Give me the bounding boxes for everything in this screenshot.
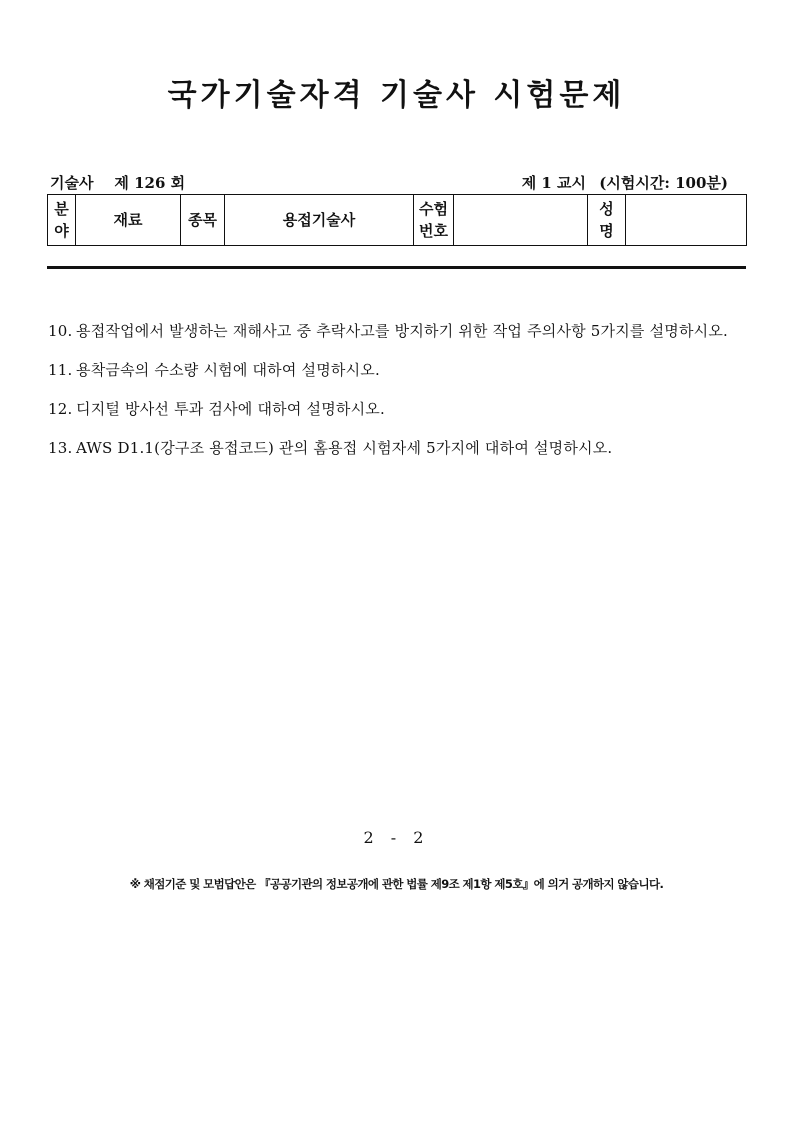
exam-session: 제 1 교시 [521, 174, 587, 192]
question-list [48, 318, 748, 474]
question-text: 용착금속의 수소량 시험에 대하여 설명하시오. [76, 361, 380, 379]
name-label-cell [588, 195, 626, 246]
exam-info-row [48, 172, 746, 192]
question-number: 12. [48, 400, 73, 418]
page-number: 2 - 2 [363, 828, 430, 847]
question-item [48, 435, 748, 462]
field-label-top: 분 [54, 200, 69, 218]
category-label-cell: 종목 [181, 195, 225, 246]
exam-no-value-cell[interactable] [454, 195, 588, 246]
question-number: 13. [48, 439, 73, 457]
exam-no-label-cell [414, 195, 454, 246]
question-text: AWS D1.1(강구조 용접코드) 관의 홈용접 시험자세 5가지에 대하여 설명하시오. [76, 439, 613, 457]
name-label-bottom: 명 [599, 222, 614, 240]
header-divider [47, 266, 746, 269]
name-label-top: 성 [599, 200, 614, 218]
name-value-cell[interactable] [626, 195, 747, 246]
exam-no-label-top: 수험 [419, 200, 448, 218]
exam-time: (시험시간: 100분) [599, 174, 728, 192]
exam-header-table [47, 194, 747, 246]
field-value-cell: 재료 [76, 195, 181, 246]
field-label-bottom: 야 [54, 222, 69, 240]
exam-info-right [514, 172, 728, 193]
question-item [48, 396, 748, 423]
question-number: 10. [48, 322, 73, 340]
page-title: 국가기술자격 기술사 시험문제 [167, 78, 626, 113]
question-number: 11. [48, 361, 73, 379]
exam-info-left [50, 172, 185, 193]
question-item [48, 357, 748, 384]
category-value-cell: 용접기술사 [225, 195, 414, 246]
exam-round: 제 126 회 [114, 174, 186, 192]
field-label-cell [48, 195, 76, 246]
question-item [48, 318, 748, 345]
exam-no-label-bottom: 번호 [419, 222, 448, 240]
question-text: 디지털 방사선 투과 검사에 대하여 설명하시오. [76, 400, 385, 418]
grading-notice: ※ 채점기준 및 모범답안은 『공공기관의 정보공개에 관한 법률 제9조 제1항 제5호』에 의거 공개하지 않습니다. [129, 877, 664, 891]
exam-type: 기술사 [50, 174, 94, 192]
question-text: 용접작업에서 발생하는 재해사고 중 추락사고를 방지하기 위한 작업 주의사항 5가지를 설명하시오. [76, 322, 728, 340]
